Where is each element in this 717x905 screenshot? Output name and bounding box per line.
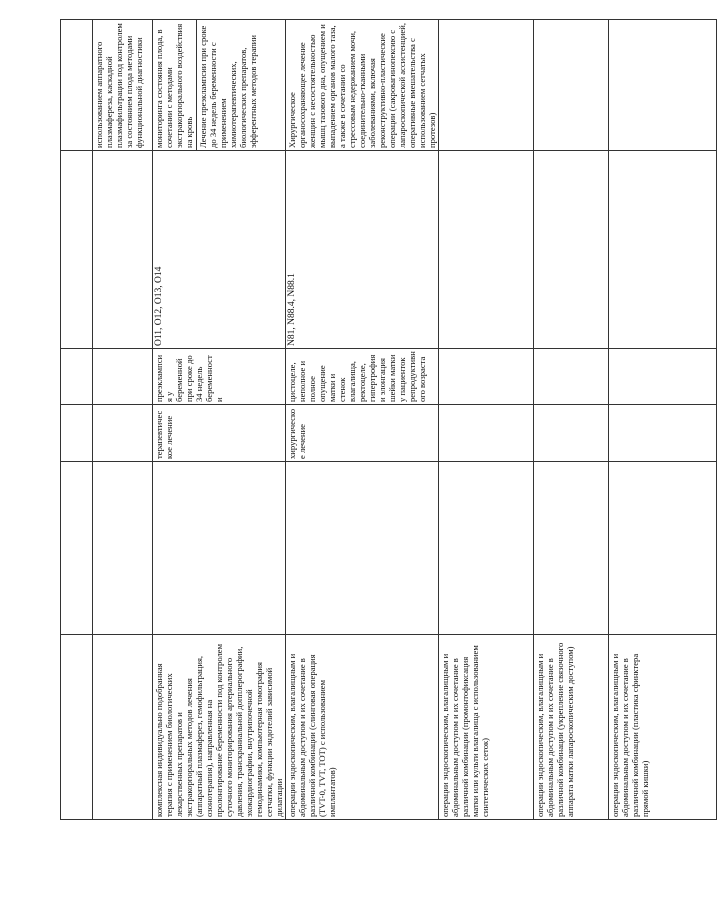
patient-model-cell: преэклампсия у беременной при сроке до 34 недель беременности xyxy=(153,349,286,405)
table-row xyxy=(609,20,717,820)
empty-cell xyxy=(534,462,609,635)
method-cell: использованием аппаратного плазмафереза, каскадной плазмафильтрации под контролем за состоянием плода методами функциональной диагностики xyxy=(93,20,153,151)
empty-cell xyxy=(534,349,609,405)
care-type-name-cell xyxy=(153,20,286,151)
empty-cell xyxy=(439,349,534,405)
empty-cell xyxy=(609,405,717,462)
table-row xyxy=(534,20,609,820)
treatment-type-cell: хирургическое лечение xyxy=(286,405,439,462)
method-cell: операции эндоскопическим, влагалищным и абдоминальным доступом и их сочетание в различной комбинации (промонтофиксация матки или культи влагалища с использованием синтетических сеток) xyxy=(439,635,534,820)
table-row xyxy=(93,20,153,820)
empty-cell xyxy=(93,405,153,462)
empty-cell xyxy=(93,349,153,405)
icd-code-cell: O11, O12, O13, O14 xyxy=(153,151,286,349)
empty-cell xyxy=(93,462,153,635)
empty-cell xyxy=(286,462,439,635)
empty-cell xyxy=(61,20,93,151)
table-row xyxy=(439,20,534,820)
empty-cell xyxy=(61,151,93,349)
empty-cell xyxy=(439,151,534,349)
empty-cell xyxy=(439,462,534,635)
icd-code-cell: N81, N88.4, N88.1 xyxy=(286,151,439,349)
empty-cell xyxy=(61,462,93,635)
method-cell: операции эндоскопическим, влагалищным и абдоминальным доступом и их сочетание в различной комбинации (пластика сфинктера прямой кишки) xyxy=(609,635,717,820)
empty-cell xyxy=(61,405,93,462)
empty-cell xyxy=(534,405,609,462)
table-row xyxy=(286,20,439,820)
empty-cell xyxy=(609,462,717,635)
empty-cell xyxy=(609,151,717,349)
treatment-type-cell: терапевтическое лечение xyxy=(153,405,286,462)
empty-cell xyxy=(61,635,93,820)
empty-cell xyxy=(609,20,717,151)
empty-cell xyxy=(93,151,153,349)
empty-cell xyxy=(439,405,534,462)
method-cell: комплексная индивидуально подобранная терапия с применением биологических лекарственных препаратов и экстракорпоральных методов лечения (аппаратный плазмаферез, гемофильтрация, озонотерапия), направленная на пролонгирование беременности под контролем суточного мониторирования артериального давления, транскраниальной допплерографии, эхокардиографии, внутрипочечной гемодинамики, компьютерная томография сетчатки, функции эндотелий зависимой дилатации xyxy=(153,635,286,820)
empty-cell xyxy=(534,20,609,151)
empty-cell xyxy=(61,349,93,405)
care-type-name-cell: Хирургическое органосохраняющее лечение женщин с несостоятельностью мышц тазового дна, опущением и выпадением органов малого таза, а также в сочетании со стрессовым недержанием мочи, соединительно-тканными заболеваниями, включая реконструктивно-пластические операции (сакровагинопексию с лапароскопической ассистенцией, оперативные вмешательства с использованием сетчатых протезов) xyxy=(286,20,439,151)
table-row xyxy=(61,20,93,820)
empty-cell xyxy=(439,20,534,151)
empty-cell xyxy=(93,635,153,820)
patient-model-cell: цистоцеле, неполное и полное опущение матки и стенок влагалища, ректоцеле, гипертрофия и элонгация шейки матки у пациенток репродуктивного возраста xyxy=(286,349,439,405)
care-type-name-continued: мониторинга состояния плода, в сочетании с методами экстракорпорального воздействия на кровь xyxy=(154,23,194,148)
empty-cell xyxy=(534,151,609,349)
method-cell: операции эндоскопическим, влагалищным и абдоминальным доступом и их сочетание в различной комбинации (укрепление связочного аппарата матки лапароскопическим доступом) xyxy=(534,635,609,820)
table-row xyxy=(153,20,286,820)
empty-cell xyxy=(153,462,286,635)
empty-cell xyxy=(609,349,717,405)
care-type-name: Лечение преэклампсии при сроке до 34 недель беременности с применением химиотерапевтических, биологических препаратов, эфферентных методов терапии xyxy=(196,20,258,150)
medical-care-table xyxy=(60,19,717,820)
rotated-table-container xyxy=(60,20,650,820)
method-cell: операции эндоскопическим, влагалищным и абдоминальным доступом и их сочетание в различной комбинации (слинговая операция (TVT-0, TVT, TOT) с использованием имплантатов) xyxy=(286,635,439,820)
